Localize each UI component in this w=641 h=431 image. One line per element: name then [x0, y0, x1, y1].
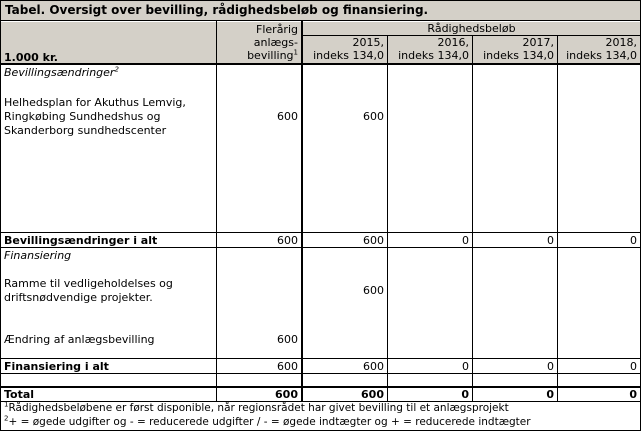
- index-label: indeks 134,0: [313, 49, 384, 62]
- item-text: Helhedsplan for Akuthus Lemvig,: [4, 96, 186, 109]
- col-divider: [301, 21, 303, 401]
- year-label: 2016,: [437, 36, 469, 49]
- item-text: Skanderborg sundhedscenter: [4, 124, 167, 137]
- total-multi: 600: [275, 388, 298, 401]
- col-divider: [472, 36, 473, 401]
- fin-total-label: Finansiering i alt: [4, 360, 109, 373]
- item-aendring: Ændring af anlægsbevilling: [4, 333, 155, 346]
- multi-year-line1: Flerårig: [256, 23, 298, 36]
- table-title: Tabel. Oversigt over bevilling, rådighedsbeløb og finansiering.: [1, 1, 640, 21]
- row-divider: [1, 247, 640, 248]
- bev-total-2015: 600: [363, 234, 384, 247]
- raadighed-header: Rådighedsbeløb: [427, 22, 516, 35]
- fin-total-2018: 0: [630, 360, 637, 373]
- footnote-marker: 2: [4, 414, 9, 423]
- row-divider: [1, 232, 640, 233]
- footnote-text: Rådighedsbeløbene er først disponible, når regionsrådet har givet bevilling til et anlægsprojekt: [8, 402, 509, 414]
- footnote-1: [1, 402, 640, 414]
- year-label: 2017,: [522, 36, 554, 49]
- year-header-2016: [388, 36, 472, 62]
- index-label: indeks 134,0: [398, 49, 469, 62]
- bev-total-2018: 0: [630, 234, 637, 247]
- total-2017: 0: [546, 388, 554, 401]
- total-2018: 0: [629, 388, 637, 401]
- item-ramme: [1, 277, 216, 305]
- year-header-2015: [303, 36, 387, 62]
- multi-year-header: [217, 23, 301, 62]
- item-text: driftsnødvendige projekter.: [4, 291, 153, 304]
- year-header-2018: [558, 36, 640, 62]
- bev-total-2017: 0: [547, 234, 554, 247]
- fin-total-2017: 0: [547, 360, 554, 373]
- index-label: indeks 134,0: [566, 49, 637, 62]
- item-text: Ringkøbing Sundhedshus og: [4, 110, 161, 123]
- bev-heading: [1, 66, 216, 79]
- col-divider: [557, 36, 558, 401]
- bev-total-multi: 600: [277, 234, 298, 247]
- total-label: Total: [4, 388, 35, 401]
- year-label: 2015,: [352, 36, 384, 49]
- col-divider: [387, 36, 388, 401]
- fin-total-2016: 0: [462, 360, 469, 373]
- item-helhedsplan: [1, 96, 216, 138]
- footnote-ref-2: 2: [114, 65, 119, 74]
- footnote-text: + = øgede udgifter og - = reducerede udgifter / - = øgede indtægter og + = reducerede indtægter: [8, 416, 531, 428]
- fin-heading: Finansiering: [4, 249, 72, 262]
- footnote-marker: 1: [4, 400, 9, 409]
- year-header-2017: [473, 36, 557, 62]
- total-2015: 600: [361, 388, 384, 401]
- multi-year-line3: bevilling: [247, 49, 294, 62]
- fin-total-multi: 600: [277, 360, 298, 373]
- item3-multi-value: 600: [277, 333, 298, 346]
- footnote-ref-1: 1: [293, 48, 298, 57]
- bev-heading-text: Bevillingsændringer: [4, 66, 115, 79]
- footnote-2: [1, 416, 640, 428]
- bev-total-label: Bevillingsændringer i alt: [4, 234, 158, 247]
- unit-label: 1.000 kr.: [4, 51, 58, 64]
- index-label: indeks 134,0: [483, 49, 554, 62]
- fin-total-2015: 600: [363, 360, 384, 373]
- bev-total-2016: 0: [462, 234, 469, 247]
- item2-2015-value: 600: [363, 284, 384, 297]
- year-label: 2018,: [605, 36, 637, 49]
- row-divider: [1, 373, 640, 374]
- item-text: Ramme til vedligeholdelses og: [4, 277, 173, 290]
- item1-multi-value: 600: [277, 110, 298, 123]
- item1-2015-value: 600: [363, 110, 384, 123]
- row-divider: [1, 358, 640, 359]
- multi-year-line2: anlægs-: [253, 36, 298, 49]
- total-2016: 0: [461, 388, 469, 401]
